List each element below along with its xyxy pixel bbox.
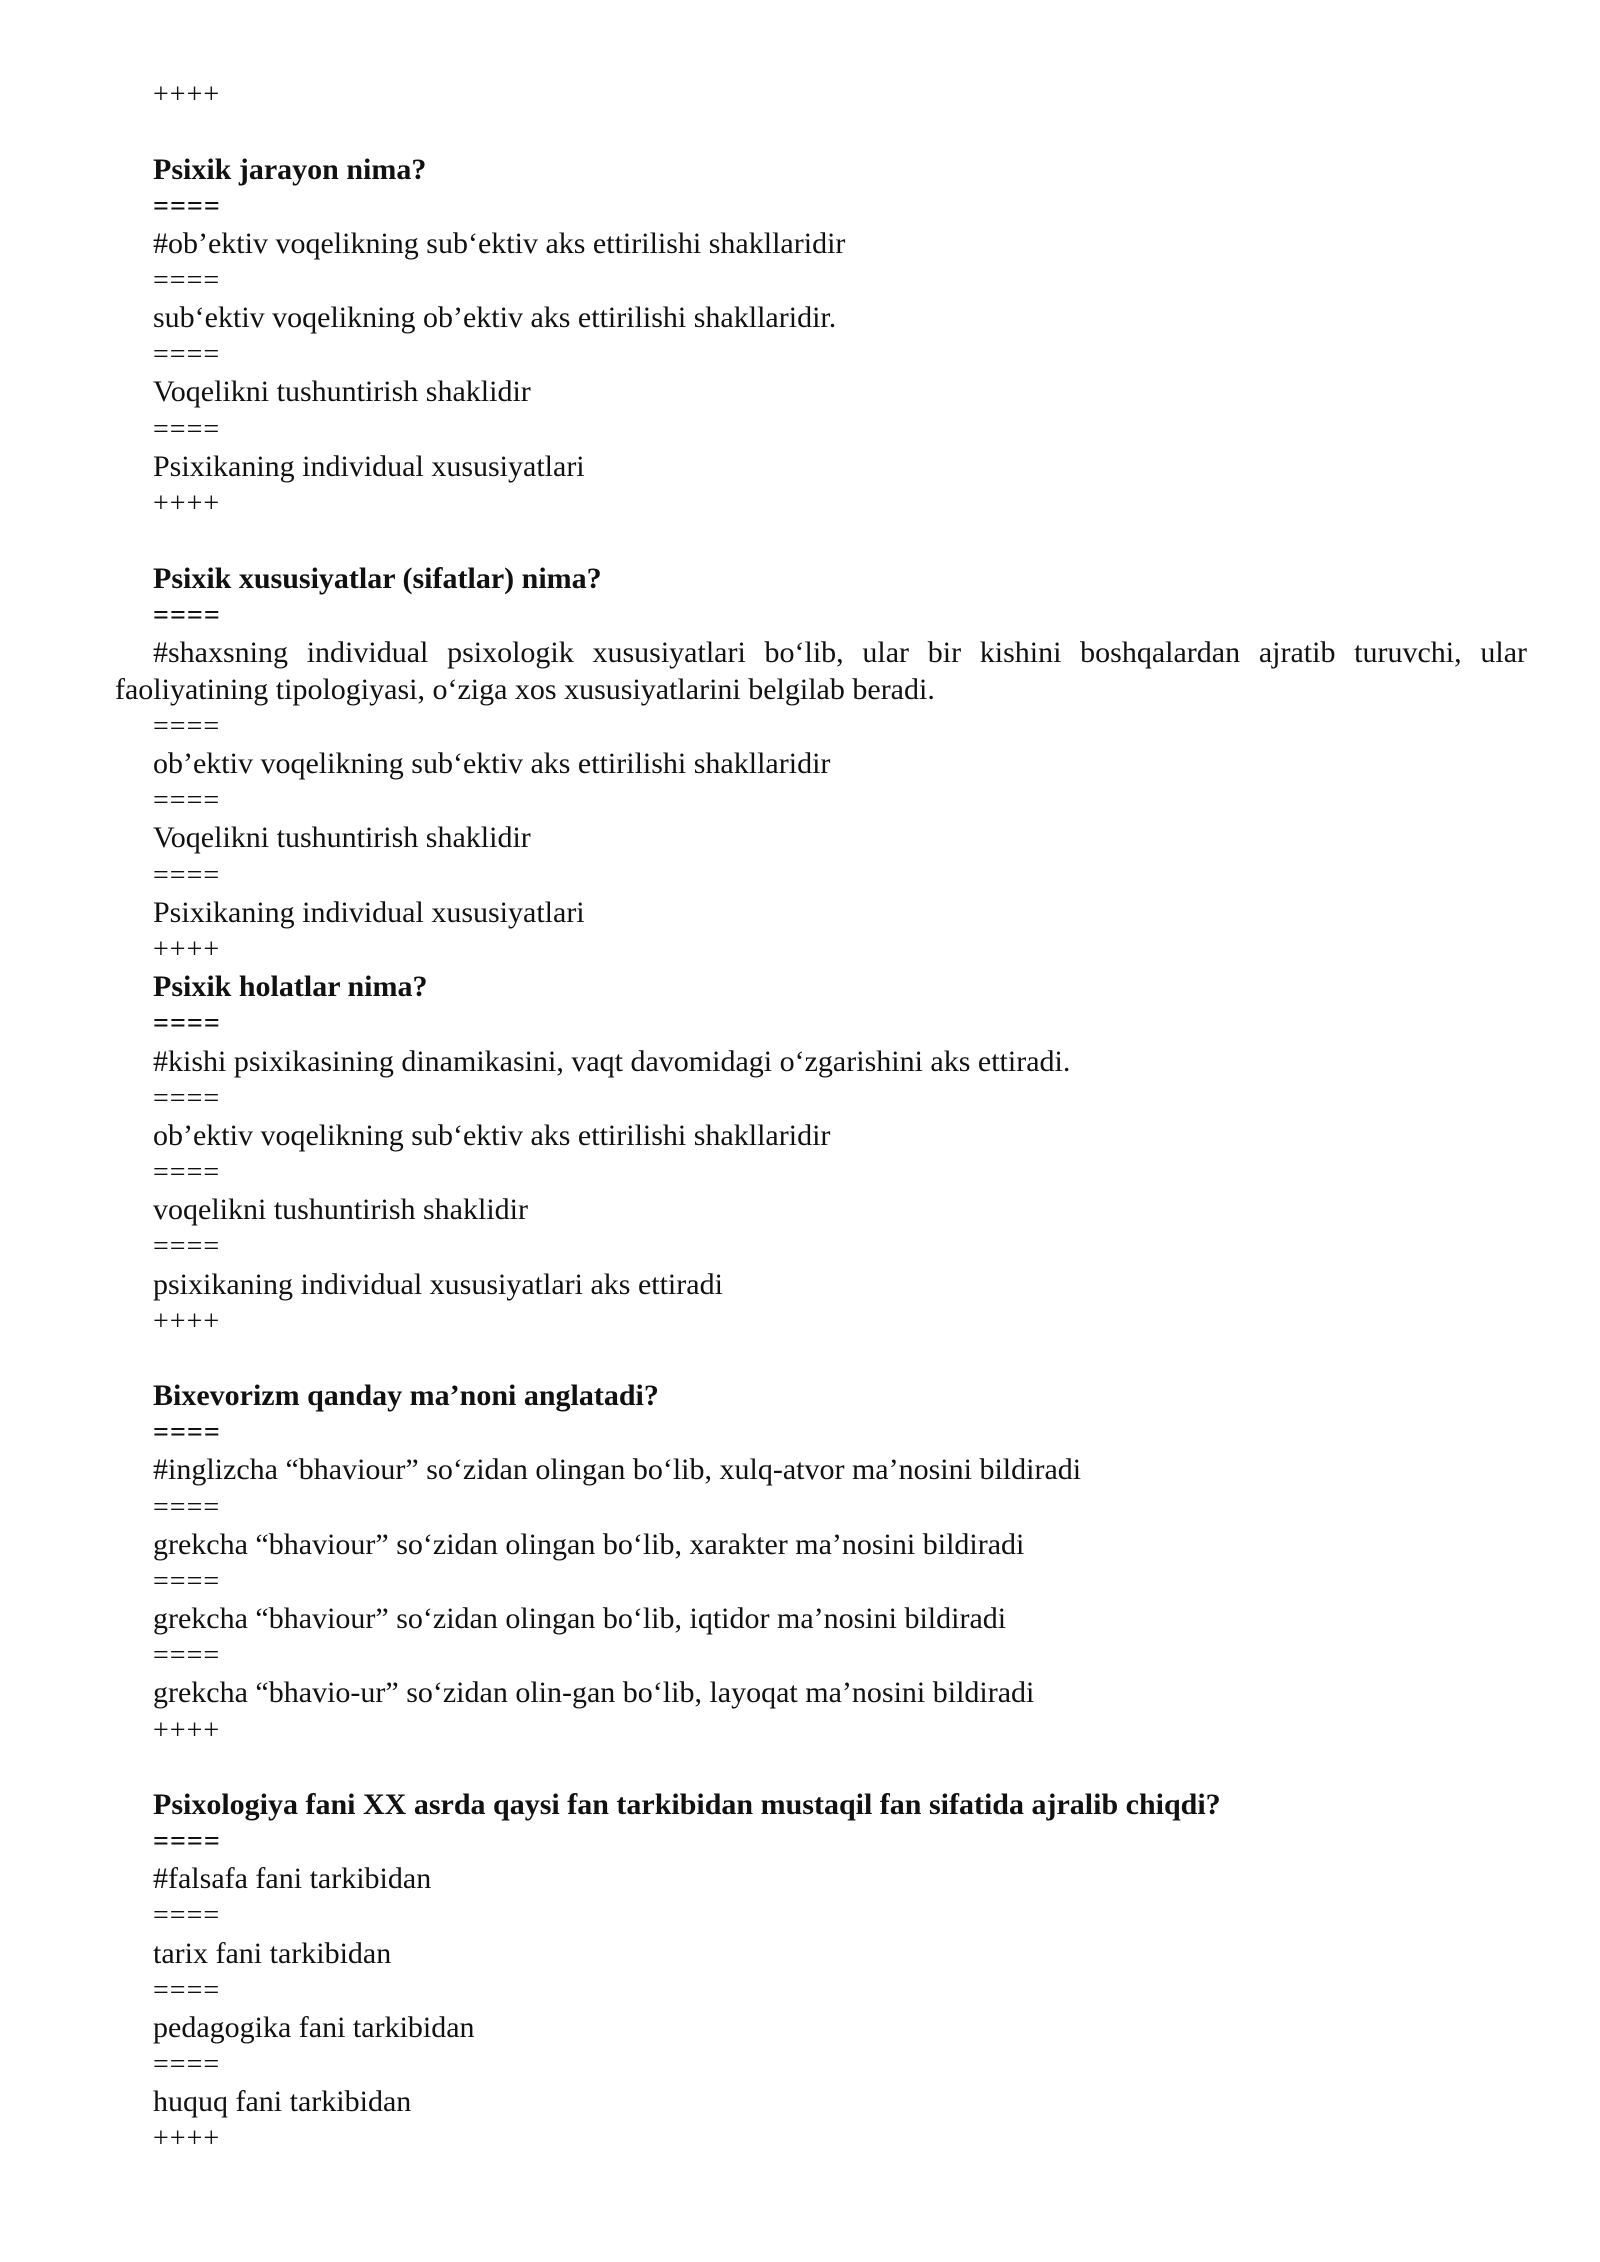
separator: ==== [153,2049,221,2080]
answer-option: Psixikaning individual xususiyatlari [153,450,585,483]
block-end-marker: ++++ [153,488,221,519]
separator: ==== [153,1826,221,1857]
separator: ==== [153,1566,221,1597]
separator: ==== [153,1231,221,1262]
answer-option: voqelikni tushuntirish shaklidir [153,1193,528,1226]
answer-option: sub‘ektiv voqelikning ob’ektiv aks ettirilishi shakllaridir. [153,301,837,334]
answer-correct: #ob’ektiv voqelikning sub‘ektiv aks ettirilishi shakllaridir [153,227,846,260]
block-end-marker: ++++ [153,934,221,965]
answer-option: Voqelikni tushuntirish shaklidir [153,821,531,854]
answer-option: grekcha “bhaviour” so‘zidan olingan bo‘lib, xarakter ma’nosini bildiradi [153,1528,1025,1561]
answer-correct: #kishi psixikasining dinamikasini, vaqt davomidagi o‘zgarishini aks ettiradi. [153,1045,1071,1078]
question-2-title: Psixik xususiyatlar (sifatlar) nima? [153,562,602,595]
answer-option: grekcha “bhaviour” so‘zidan olingan bo‘lib, iqtidor ma’nosini bildiradi [153,1602,1007,1635]
separator: ==== [153,414,221,445]
separator: ==== [153,1008,221,1039]
separator: ==== [153,1900,221,1931]
answer-correct: #shaxsning individual psixologik xususiyatlari bo‘lib, ular bir kishini boshqalardan ajratib turuvchi, ular faoliyatining tipologiyasi, o‘ziga xos xususiyatlarini belgilab beradi. [115,636,1527,706]
separator: ==== [153,600,221,631]
question-1-title: Psixik jarayon nima? [153,153,427,186]
answer-correct: #falsafa fani tarkibidan [153,1862,432,1895]
block-end-marker: ++++ [153,1306,221,1337]
answer-correct: #inglizcha “bhaviour” so‘zidan olingan bo‘lib, xulq-atvor ma’nosini bildiradi [153,1453,1082,1486]
separator: ==== [153,191,221,222]
question-5-title: Psixologiya fani XX asrda qaysi fan tarkibidan mustaqil fan sifatida ajralib chiqdi? [153,1788,1221,1821]
answer-option: Psixikaning individual xususiyatlari [153,896,585,929]
question-4-title: Bixevorizm qanday ma’noni anglatadi? [153,1379,659,1412]
block-end-marker: ++++ [153,79,221,110]
separator: ==== [153,1492,221,1523]
separator: ==== [153,1157,221,1188]
separator: ==== [153,785,221,816]
block-end-marker: ++++ [153,1715,221,1746]
answer-option: grekcha “bhavio-ur” so‘zidan olin-gan bo‘lib, layoqat ma’nosini bildiradi [153,1676,1035,1709]
answer-option: ob’ektiv voqelikning sub‘ektiv aks ettirilishi shakllaridir [153,1119,831,1152]
question-3-title: Psixik holatlar nima? [153,970,428,1003]
answer-option: huquq fani tarkibidan [153,2085,412,2118]
separator: ==== [153,265,221,296]
answer-option: psixikaning individual xususiyatlari aks ettiradi [153,1268,723,1301]
separator: ==== [153,339,221,370]
separator: ==== [153,1975,221,2006]
answer-option: pedagogika fani tarkibidan [153,2011,475,2044]
answer-option: ob’ektiv voqelikning sub‘ektiv aks ettirilishi shakllaridir [153,747,831,780]
separator: ==== [153,711,221,742]
block-end-marker: ++++ [153,2123,221,2154]
separator: ==== [153,1083,221,1114]
answer-option: tarix fani tarkibidan [153,1937,392,1970]
separator: ==== [153,1640,221,1671]
separator: ==== [153,860,221,891]
separator: ==== [153,1417,221,1448]
answer-option: Voqelikni tushuntirish shaklidir [153,375,531,408]
